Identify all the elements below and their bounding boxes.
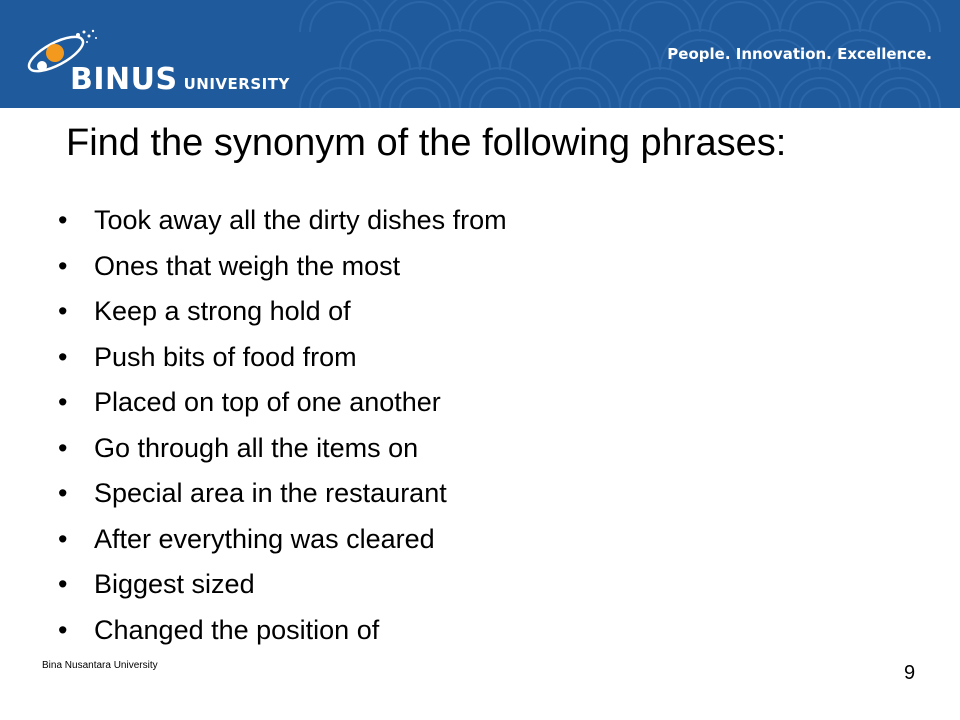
- list-item-text: Placed on top of one another: [94, 387, 441, 417]
- list-item: [58, 517, 507, 563]
- logo-wordmark: [70, 62, 290, 97]
- list-item-text: Took away all the dirty dishes from: [94, 205, 507, 235]
- footer-institution: Bina Nusantara University: [42, 660, 158, 671]
- bullet-icon: •: [58, 432, 68, 463]
- list-item: [58, 335, 507, 381]
- list-item: [58, 426, 507, 472]
- bullet-icon: •: [58, 523, 68, 554]
- page-number: 9: [904, 662, 916, 684]
- list-item: [58, 608, 507, 654]
- logo-suffix: UNIVERSITY: [183, 75, 290, 93]
- list-item: [58, 471, 507, 517]
- bullet-icon: •: [58, 205, 68, 235]
- list-item-text: Special area in the restaurant: [94, 478, 447, 508]
- list-item-text: Ones that weigh the most: [94, 250, 401, 281]
- bullet-icon: •: [58, 478, 68, 508]
- bullet-icon: •: [58, 569, 68, 599]
- header-band: [0, 0, 960, 108]
- list-item-text: After everything was cleared: [94, 523, 435, 554]
- list-item-text: Changed the position of: [94, 614, 380, 645]
- slide-title: Find the synonym of the following phrases:: [66, 122, 787, 164]
- bullet-icon: •: [58, 387, 68, 417]
- bullet-icon: •: [58, 250, 68, 281]
- list-item: [58, 380, 507, 426]
- tagline: People. Innovation. Excellence.: [667, 45, 932, 63]
- bullet-icon: •: [58, 614, 68, 645]
- list-item-text: Biggest sized: [94, 569, 255, 599]
- logo-name: BINUS: [70, 62, 178, 97]
- list-item: [58, 289, 507, 335]
- phrase-list: [58, 198, 507, 653]
- list-item: [58, 244, 507, 290]
- list-item-text: Go through all the items on: [94, 432, 419, 463]
- bullet-icon: •: [58, 341, 68, 372]
- bullet-icon: •: [58, 296, 68, 326]
- list-item: [58, 198, 507, 244]
- list-item: [58, 562, 507, 608]
- list-item-text: Keep a strong hold of: [94, 296, 351, 326]
- list-item-text: Push bits of food from: [94, 341, 357, 372]
